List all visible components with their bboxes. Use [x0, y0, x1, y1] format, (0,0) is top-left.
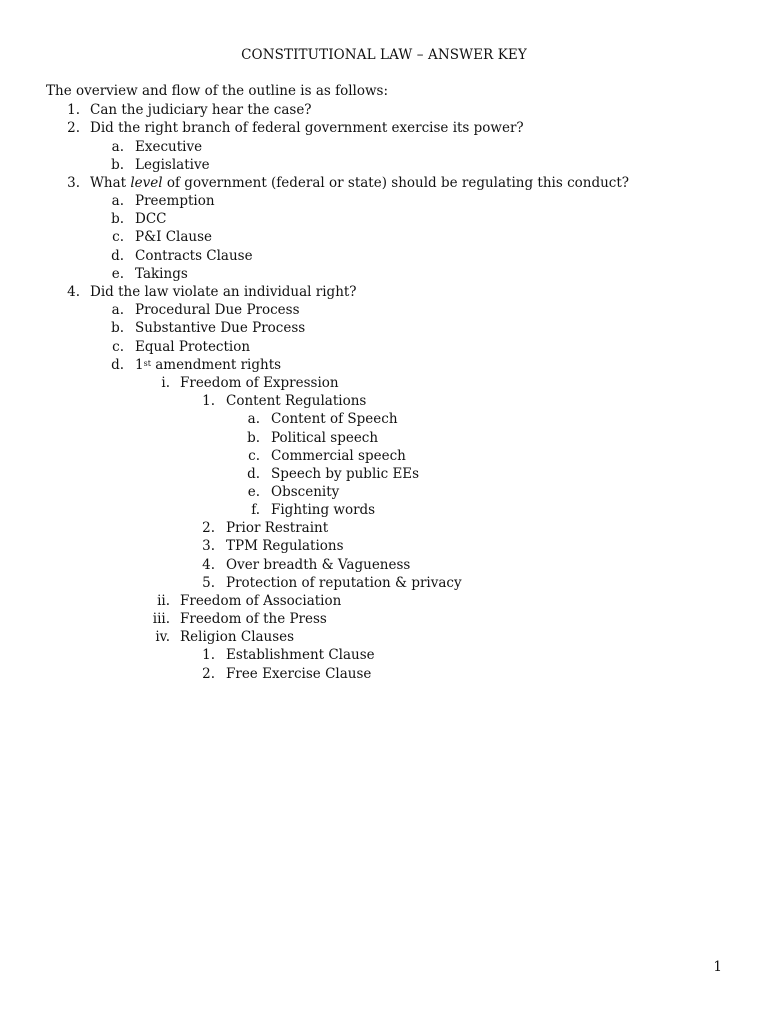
outline-marker: b. — [111, 211, 124, 227]
outline-text: What level of government (federal or state) should be regulating this conduct? — [90, 175, 630, 191]
outline-marker: e. — [111, 266, 124, 282]
outline-marker: 3. — [67, 175, 80, 191]
outline-marker: d. — [247, 466, 260, 482]
outline-marker: d. — [111, 357, 124, 373]
document-title: CONSTITUTIONAL LAW – ANSWER KEY — [241, 47, 527, 63]
outline-text: 1st amendment rights — [135, 357, 282, 373]
outline-marker: a. — [111, 139, 124, 155]
emphasized-word: level — [130, 175, 163, 191]
outline-text: Executive — [135, 139, 203, 155]
outline-text: Prior Restraint — [226, 520, 329, 536]
outline-marker: 3. — [202, 538, 215, 554]
outline-text: Contracts Clause — [135, 248, 253, 264]
outline-text: Did the right branch of federal government exercise its power? — [90, 120, 524, 136]
outline-marker: 4. — [67, 284, 80, 300]
outline-marker: i. — [161, 375, 170, 391]
outline-text: Procedural Due Process — [135, 302, 300, 318]
outline-text: Religion Clauses — [180, 629, 295, 645]
outline-marker: 2. — [202, 666, 215, 682]
outline-text: Freedom of the Press — [180, 611, 327, 627]
outline-text: Preemption — [135, 193, 215, 209]
outline-text: Legislative — [135, 157, 210, 173]
outline-text: Content of Speech — [271, 411, 398, 427]
outline-text: Free Exercise Clause — [226, 666, 372, 682]
outline-marker: ii. — [157, 593, 170, 609]
outline-text: Political speech — [271, 430, 379, 446]
outline-text: Obscenity — [271, 484, 340, 500]
page-number: 1 — [713, 959, 722, 975]
outline-text: Takings — [135, 266, 188, 282]
outline-text: Protection of reputation & privacy — [226, 575, 462, 591]
outline-marker: b. — [111, 320, 124, 336]
outline-marker: c. — [112, 229, 124, 245]
outline-marker: a. — [247, 411, 260, 427]
outline-text: TPM Regulations — [226, 538, 344, 554]
outline-marker: e. — [247, 484, 260, 500]
outline-text: DCC — [135, 211, 167, 227]
outline-marker: 2. — [202, 520, 215, 536]
intro-paragraph: The overview and flow of the outline is as follows: — [46, 83, 389, 99]
outline-marker: f. — [251, 502, 260, 518]
outline-text: Freedom of Association — [180, 593, 342, 609]
outline-marker: b. — [247, 430, 260, 446]
outline-marker: 1. — [67, 102, 80, 118]
ordinal-superscript: st — [143, 359, 151, 368]
outline-marker: 2. — [67, 120, 80, 136]
outline-text: Speech by public EEs — [271, 466, 420, 482]
outline-text: Over breadth & Vagueness — [226, 557, 411, 573]
outline-marker: c. — [248, 448, 260, 464]
outline-text: P&I Clause — [135, 229, 213, 245]
outline-text: Commercial speech — [271, 448, 406, 464]
outline-text: Did the law violate an individual right? — [90, 284, 357, 300]
outline-marker: iv. — [155, 629, 170, 645]
outline-marker: b. — [111, 157, 124, 173]
outline-text: Establishment Clause — [226, 647, 375, 663]
outline-marker: 4. — [202, 557, 215, 573]
outline-text: Freedom of Expression — [180, 375, 339, 391]
outline-marker: d. — [111, 248, 124, 264]
outline-text: Substantive Due Process — [135, 320, 306, 336]
outline-marker: iii. — [152, 611, 170, 627]
outline-text: Content Regulations — [226, 393, 367, 409]
outline-marker: a. — [111, 302, 124, 318]
outline-text: Fighting words — [271, 502, 376, 518]
outline-marker: a. — [111, 193, 124, 209]
outline-marker: c. — [112, 339, 124, 355]
outline-marker: 5. — [202, 575, 215, 591]
outline-marker: 1. — [202, 647, 215, 663]
outline-marker: 1. — [202, 393, 215, 409]
outline-text: Can the judiciary hear the case? — [90, 102, 312, 118]
outline-text: Equal Protection — [135, 339, 251, 355]
